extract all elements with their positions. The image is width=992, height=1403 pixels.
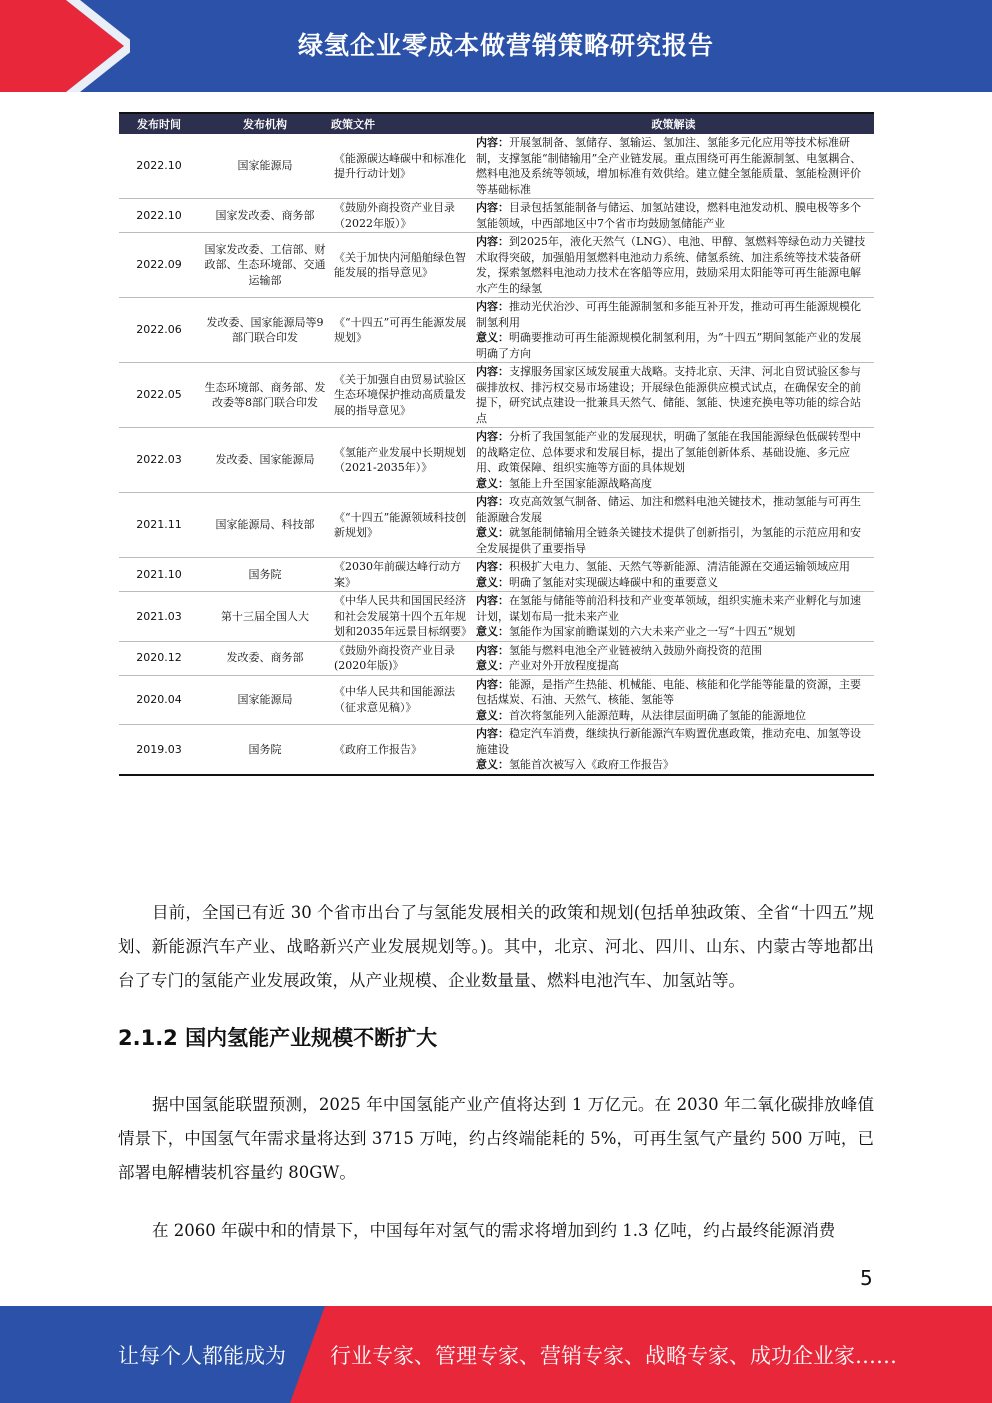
desc-label: 意义： [476, 476, 509, 490]
cell-date: 2021.10 [119, 558, 199, 592]
desc-line [476, 525, 871, 556]
desc-label: 内容： [476, 727, 509, 740]
desc-text: 能源，是指产生热能、机械能、电能、核能和化学能等能量的资源，主要包括煤炭、石油、天然气、核能、氢能等 [476, 677, 861, 706]
table-row [119, 298, 874, 363]
desc-label: 内容： [476, 235, 509, 248]
desc-text: 攻克高效氢气制备、储运、加注和燃料电池关键技术，推动氢能与可再生能源融合发展 [476, 495, 861, 524]
cell-org: 国家能源局、科技部 [199, 493, 331, 558]
cell-doc: 《中华人民共和国能源法（征求意见稿）》 [331, 675, 473, 725]
cell-date: 2022.10 [119, 199, 199, 233]
cell-desc [473, 725, 874, 775]
paragraph-forecast: 据中国氢能联盟预测，2025 年中国氢能产业产值将达到 1 万亿元。在 2030 年二氧化碳排放峰值情景下，中国氢气年需求量将达到 3715 万吨，约占终端能耗的 5%，可再生氢气产量约 500 万吨，已部署电解槽装机容量约 80GW。 [118, 1095, 874, 1182]
cell-desc [473, 558, 874, 592]
cell-date: 2021.03 [119, 592, 199, 642]
desc-label: 内容： [476, 643, 509, 657]
cell-org: 国家发改委、商务部 [199, 199, 331, 233]
desc-line [476, 364, 871, 426]
desc-line [476, 330, 871, 361]
desc-label: 内容： [476, 300, 509, 313]
col-header-date: 发布时间 [119, 113, 199, 134]
desc-text: 明确要推动可再生能源规模化制氢利用，为“十四五”期间氢能产业的发展明确了方向 [476, 331, 862, 360]
cell-org: 生态环境部、商务部、发改委等8部门联合印发 [199, 363, 331, 428]
cell-desc [473, 134, 874, 199]
paragraph-2060: 在 2060 年碳中和的情景下，中国每年对氢气的需求将增加到约 1.3 亿吨，约占最终能源消费 [152, 1221, 836, 1240]
desc-label: 内容： [476, 677, 509, 691]
cell-desc [473, 675, 874, 725]
desc-label: 意义： [476, 331, 509, 344]
desc-label: 内容： [476, 594, 509, 607]
table-row [119, 493, 874, 558]
cell-doc: 《氢能产业发展中长期规划（2021-2035年）》 [331, 428, 473, 493]
table-body [119, 134, 874, 775]
desc-text: 氢能上升至国家能源战略高度 [509, 476, 652, 490]
cell-org: 国家能源局 [199, 675, 331, 725]
table-row [119, 675, 874, 725]
table-row [119, 363, 874, 428]
table-header-row [119, 113, 874, 134]
cell-doc: 《“十四五”可再生能源发展规划》 [331, 298, 473, 363]
desc-line [476, 757, 871, 773]
footer-slogan-left: 让每个人都能成为 [118, 1344, 286, 1368]
cell-date: 2022.05 [119, 363, 199, 428]
desc-line [476, 135, 871, 197]
desc-label: 内容： [476, 136, 509, 149]
cell-doc: 《能源碳达峰碳中和标准化提升行动计划》 [331, 134, 473, 199]
cell-date: 2022.10 [119, 134, 199, 199]
desc-text: 开展氢制备、氢储存、氢输运、氢加注、氢能多元化应用等技术标准研制，支撑氢能“制储输用”全产业链发展。重点围绕可再生能源制氢、电氢耦合、燃料电池及系统等领域，增加标准有效供给。建立健全氢能质量、氢能检测评价等基础标准 [476, 136, 862, 196]
desc-text: 目录包括氢能制备与储运、加氢站建设，燃料电池发动机、膜电极等多个氢能领域，中西部地区中7个省市均鼓励氢储能产业 [476, 201, 861, 230]
cell-date: 2022.06 [119, 298, 199, 363]
cell-doc: 《2030年前碳达峰行动方案》 [331, 558, 473, 592]
table-row [119, 199, 874, 233]
desc-line [476, 575, 871, 591]
desc-line [476, 643, 871, 659]
cell-doc: 《中华人民共和国国民经济和社会发展第十四个五年规划和2035年远景目标纲要》 [331, 592, 473, 642]
page-header [0, 0, 992, 92]
cell-desc [473, 363, 874, 428]
cell-date: 2020.04 [119, 675, 199, 725]
footer-slogan-right: 行业专家、管理专家、营销专家、战略专家、成功企业家…… [330, 1344, 897, 1368]
cell-date: 2021.11 [119, 493, 199, 558]
desc-line [476, 559, 871, 575]
desc-label: 内容： [476, 430, 509, 443]
col-header-org: 发布机构 [199, 113, 331, 134]
col-header-desc: 政策解读 [473, 113, 874, 134]
cell-date: 2022.03 [119, 428, 199, 493]
table-row [119, 725, 874, 775]
desc-text: 氢能首次被写入《政府工作报告》 [509, 758, 674, 771]
desc-text: 积极扩大电力、氢能、天然气等新能源、清洁能源在交通运输领域应用 [509, 560, 850, 573]
policy-table [119, 112, 874, 776]
desc-text: 稳定汽车消费，继续执行新能源汽车购置优惠政策，推动充电、加氢等设施建设 [476, 727, 861, 756]
cell-desc [473, 199, 874, 233]
desc-label: 意义： [476, 625, 509, 638]
page-number: 5 [860, 1266, 873, 1290]
desc-text: 首次将氢能列入能源范畴，从法律层面明确了氢能的能源地位 [509, 708, 806, 722]
desc-label: 内容： [476, 560, 509, 573]
cell-doc: 《鼓励外商投资产业目录(2020年版)》 [331, 641, 473, 675]
desc-label: 意义： [476, 526, 509, 539]
col-header-doc: 政策文件 [331, 113, 473, 134]
cell-date: 2022.09 [119, 233, 199, 298]
desc-text: 在氢能与储能等前沿科技和产业变革领域，组织实施未来产业孵化与加速计划，谋划布局一批未来产业 [476, 594, 861, 623]
desc-text: 到2025年，液化天然气（LNG）、电池、甲醇、氢燃料等绿色动力关键技术取得突破，加强船用氢燃料电池动力系统、储氢系统、加注系统等技术装备研发，探索氢燃料电池动力技术在客船等应用，鼓励采用太阳能等可再生能源电解水产生的绿氢 [476, 235, 866, 295]
desc-label: 意义： [476, 708, 509, 722]
desc-line [476, 299, 871, 330]
cell-desc [473, 641, 874, 675]
table-row [119, 592, 874, 642]
desc-label: 内容： [476, 201, 509, 214]
desc-label: 意义： [476, 575, 509, 589]
desc-text: 支撑服务国家区域发展重大战略。支持北京、天津、河北自贸试验区参与碳排放权、排污权交易市场建设；开展绿色能源供应模式试点，在确保安全的前提下，研究试点建设一批兼具天然气、储能、氢能、快速充换电等功能的综合站点 [476, 365, 861, 425]
header-title: 绿氢企业零成本做营销策略研究报告 [297, 31, 714, 60]
desc-line [476, 658, 871, 674]
desc-line [476, 726, 871, 757]
cell-doc: 《鼓励外商投资产业目录（2022年版）》 [331, 199, 473, 233]
desc-text: 氢能与燃料电池全产业链被纳入鼓励外商投资的范围 [509, 643, 762, 657]
desc-label: 意义： [476, 758, 509, 771]
paragraph-provinces: 目前，全国已有近 30 个省市出台了与氢能发展相关的政策和规划(包括单独政策、全省“十四五”规划、新能源汽车产业、战略新兴产业发展规划等。)。其中，北京、河北、四川、山东、内蒙古等地都出台了专门的氢能产业发展政策，从产业规模、企业数量量、燃料电池汽车、加氢站等。 [118, 903, 874, 990]
table-row [119, 428, 874, 493]
section-title: 2.1.2 国内氢能产业规模不断扩大 [118, 1026, 438, 1050]
desc-text: 产业对外开放程度提高 [509, 659, 619, 672]
table-row [119, 233, 874, 298]
cell-desc [473, 428, 874, 493]
page-footer [0, 1306, 992, 1403]
desc-line [476, 708, 871, 724]
desc-line [476, 234, 871, 296]
desc-label: 内容： [476, 495, 509, 508]
cell-desc [473, 592, 874, 642]
desc-line [476, 593, 871, 624]
cell-org: 发改委、国家能源局 [199, 428, 331, 493]
table-row [119, 558, 874, 592]
cell-org: 国务院 [199, 725, 331, 775]
cell-org: 发改委、商务部 [199, 641, 331, 675]
cell-org: 国家发改委、工信部、财政部、生态环境部、交通运输部 [199, 233, 331, 298]
cell-date: 2019.03 [119, 725, 199, 775]
cell-doc: 《关于加强自由贸易试验区生态环境保护推动高质量发展的指导意见》 [331, 363, 473, 428]
desc-text: 明确了氢能对实现碳达峰碳中和的重要意义 [509, 575, 718, 589]
desc-line [476, 476, 871, 492]
desc-text: 分析了我国氢能产业的发展现状，明确了氢能在我国能源绿色低碳转型中的战略定位、总体要求和发展目标，提出了氢能创新体系、基础设施、多元应用、政策保障、组织实施等方面的具体规划 [476, 430, 861, 474]
desc-label: 意义： [476, 659, 509, 672]
cell-date: 2020.12 [119, 641, 199, 675]
table-row [119, 134, 874, 199]
cell-doc: 《政府工作报告》 [331, 725, 473, 775]
cell-org: 国务院 [199, 558, 331, 592]
desc-text: 氢能作为国家前瞻谋划的六大未来产业之一写“十四五”规划 [509, 625, 796, 638]
desc-line [476, 494, 871, 525]
cell-doc: 《“十四五”能源领域科技创新规划》 [331, 493, 473, 558]
cell-doc: 《关于加快内河船舶绿色智能发展的指导意见》 [331, 233, 473, 298]
cell-org: 国家能源局 [199, 134, 331, 199]
cell-desc [473, 298, 874, 363]
cell-desc [473, 233, 874, 298]
cell-desc [473, 493, 874, 558]
desc-line [476, 200, 871, 231]
desc-text: 推动光伏治沙、可再生能源制氢和多能互补开发，推动可再生能源规模化制氢利用 [476, 300, 861, 329]
table-row [119, 641, 874, 675]
cell-org: 第十三届全国人大 [199, 592, 331, 642]
desc-line [476, 624, 871, 640]
desc-line [476, 429, 871, 476]
desc-text: 就氢能制储输用全链条关键技术提供了创新指引，为氢能的示范应用和安全发展提供了重要指导 [476, 526, 861, 555]
desc-label: 内容： [476, 365, 509, 378]
desc-line [476, 677, 871, 708]
cell-org: 发改委、国家能源局等9部门联合印发 [199, 298, 331, 363]
